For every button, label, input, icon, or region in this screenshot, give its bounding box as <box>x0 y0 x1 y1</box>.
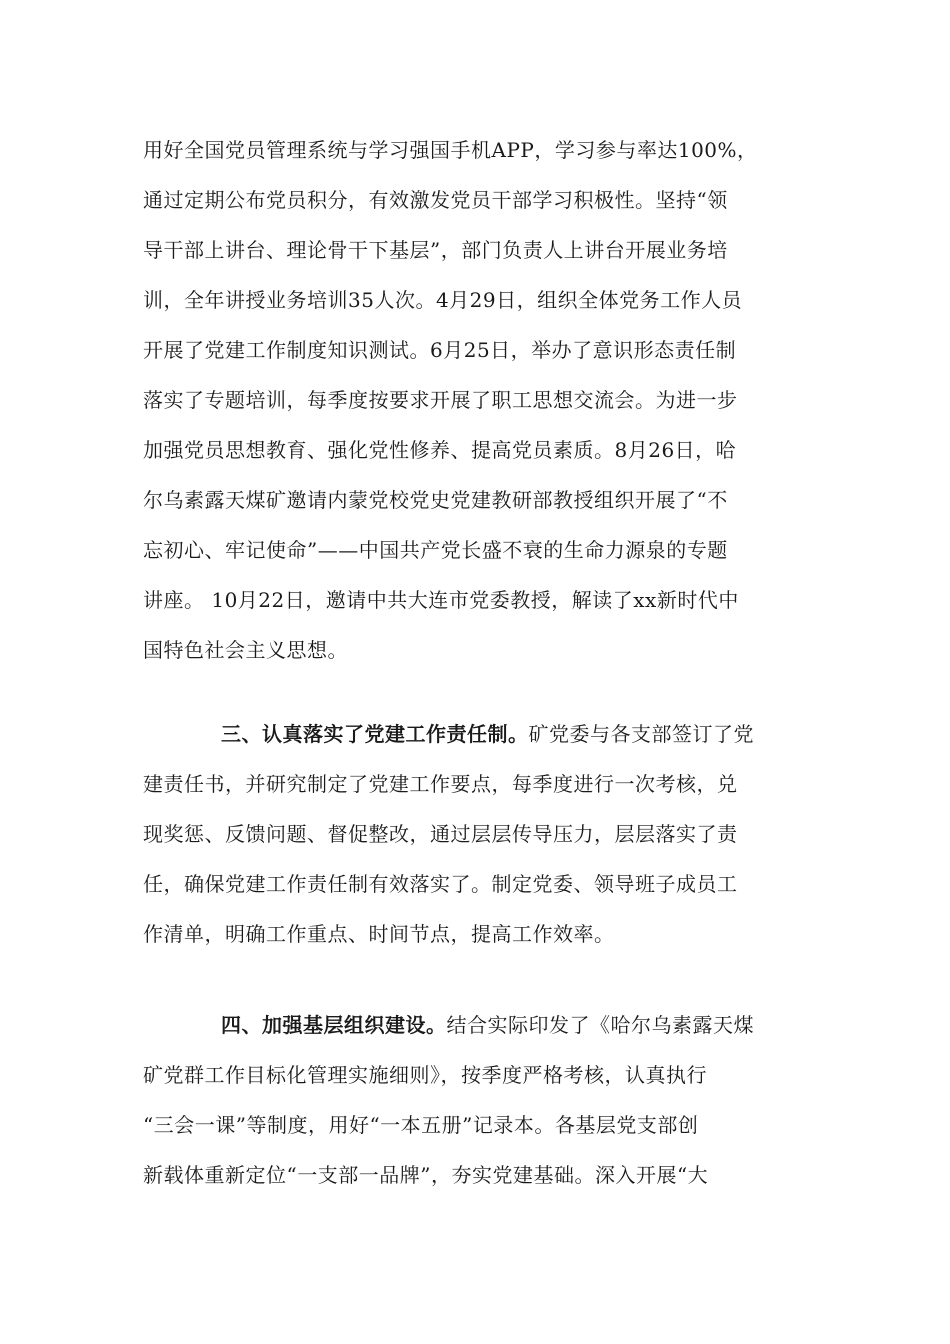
text-line: 新载体重新定位“一支部一品牌”，夯实党建基础。深入开展“大 <box>143 1163 709 1187</box>
text-line: 矿党群工作目标化管理实施细则》，按季度严格考核，认真执行 <box>143 1063 707 1087</box>
text-line: 用好全国党员管理系统与学习强国手机APP，学习参与率达100%， <box>143 138 758 162</box>
text-line <box>221 720 754 748</box>
text-line: “三会一课”等制度，用好“一本五册”记录本。各基层党支部创 <box>143 1113 699 1137</box>
text-line: 训，全年讲授业务培训35人次。4月29日，组织全体党务工作人员 <box>143 288 743 312</box>
text-line: 加强党员思想教育、强化党性修养、提高党员素质。8月26日，哈 <box>143 438 737 462</box>
text-line: 导干部上讲台、理论骨干下基层”，部门负责人上讲台开展业务培 <box>143 238 728 262</box>
text-line: 通过定期公布党员积分，有效激发党员干部学习积极性。坚持“领 <box>143 188 728 212</box>
text-line: 落实了专题培训，每季度按要求开展了职工思想交流会。为进一步 <box>143 388 738 412</box>
text-line: 现奖惩、反馈问题、督促整改，通过层层传导压力，层层落实了责 <box>143 822 738 846</box>
text-line: 忘初心、牢记使命”——中国共产党长盛不衰的生命力源泉的专题 <box>143 538 728 562</box>
heading-line-rest: 矿党委与各支部签订了党 <box>528 722 754 746</box>
text-line: 尔乌素露天煤矿邀请内蒙党校党史党建教研部教授组织开展了“不 <box>143 488 728 512</box>
section-heading-3: 三、认真落实了党建工作责任制。 <box>221 722 529 746</box>
heading-line-rest: 结合实际印发了《哈尔乌素露天煤 <box>446 1013 754 1037</box>
text-line: 作清单，明确工作重点、时间节点，提高工作效率。 <box>143 922 615 946</box>
text-line: 国特色社会主义思想。 <box>143 638 348 662</box>
text-line <box>221 1011 754 1039</box>
text-line: 开展了党建工作制度知识测试。6月25日，举办了意识形态责任制 <box>143 338 737 362</box>
text-line: 讲座。 10月22日，邀请中共大连市党委教授，解读了xx新时代中 <box>143 588 739 612</box>
text-line: 建责任书，并研究制定了党建工作要点，每季度进行一次考核，兑 <box>143 772 738 796</box>
text-line: 任，确保党建工作责任制有效落实了。制定党委、领导班子成员工 <box>143 872 738 896</box>
section-heading-4: 四、加强基层组织建设。 <box>221 1013 447 1037</box>
